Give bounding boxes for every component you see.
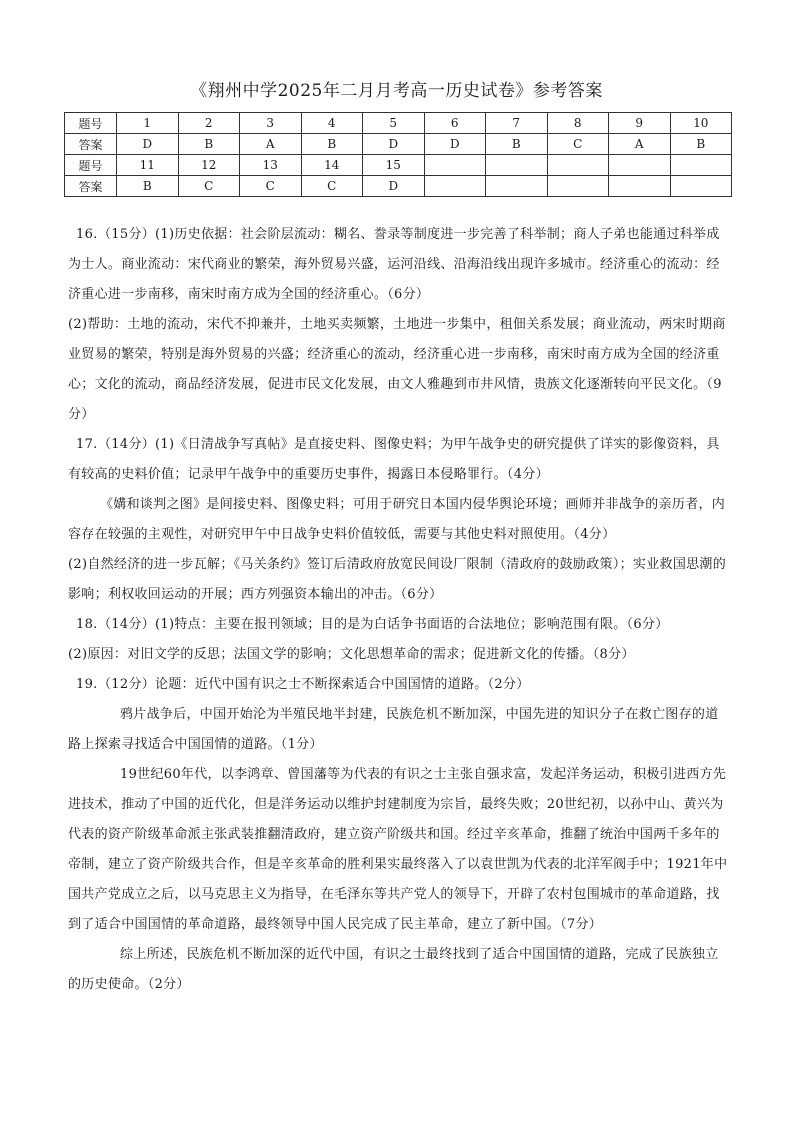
table-cell: 14 <box>301 155 363 176</box>
row-label: 答案 <box>65 134 117 155</box>
table-cell: C <box>301 176 363 197</box>
table-row <box>65 176 732 197</box>
answer-content <box>68 220 730 1000</box>
q16-part2: (2)帮助：土地的流动，宋代不抑兼并，土地买卖频繁，土地进一步集中，租佃关系发展；商业流动，两宋时期商业贸易的繁荣，特别是海外贸易的兴盛；经济重心的流动，经济重心进一步南移，南宋时南方成为全国的经济重心；文化的流动，商品经济发展，促进市民文化发展，由文人雅趣到市井风情，贵族文化逐渐转向平民文化。（9分） <box>68 317 726 422</box>
row-label: 题号 <box>65 155 117 176</box>
table-cell: 15 <box>363 155 425 176</box>
q19-thesis: 19.（12分）论题：近代中国有识之士不断探索适合中国国情的道路。（2分） <box>68 670 730 700</box>
table-cell: C <box>240 176 302 197</box>
row-label: 题号 <box>65 113 117 134</box>
table-cell: 10 <box>670 113 732 134</box>
q19-para2: 19世纪60年代，以李鸿章、曾国藩等为代表的有识之士主张自强求富，发起洋务运动，积极引进西方先进技术，推动了中国的近代化，但是洋务运动以维护封建制度为宗旨，最终失败；20世纪初，以孙中山、黄兴为代表的资产阶级革命派主张武装推翻清政府，建立资产阶级共和国。经过辛亥革命，推翻了统治中国两千多年的帝制，建立了资产阶级共合作，但是辛亥革命的胜利果实最终落入了以袁世凯为代表的北洋军阀手中；1921年中国共产党成立之后，以马克思主义为指导，在毛泽东等共产党人的领导下，开辟了农村包围城市的革命道路，找到了适合中国国情的革命道路，最终领导中国人民完成了民主革命，建立了新中国。（7分） <box>68 767 728 932</box>
table-cell: 6 <box>424 113 486 134</box>
table-cell: 7 <box>486 113 548 134</box>
table-cell <box>609 176 671 197</box>
table-cell: A <box>240 134 302 155</box>
table-cell <box>486 176 548 197</box>
table-cell: B <box>670 134 732 155</box>
table-cell: A <box>609 134 671 155</box>
q19-conclusion: 综上所述，民族危机不断加深的近代中国，有识之士最终找到了适合中国国情的道路，完成了民族独立的历史使命。（2分） <box>68 947 719 992</box>
table-cell: D <box>424 134 486 155</box>
table-cell: 4 <box>301 113 363 134</box>
question-number: 17. <box>76 437 98 452</box>
page-title: 《翔州中学2025年二月月考高一历史试卷》参考答案 <box>190 81 603 101</box>
table-cell: B <box>486 134 548 155</box>
table-cell <box>609 155 671 176</box>
table-cell: 9 <box>609 113 671 134</box>
table-cell: D <box>117 134 179 155</box>
answer-table <box>64 112 732 197</box>
table-cell <box>424 176 486 197</box>
table-row <box>65 155 732 176</box>
table-cell <box>424 155 486 176</box>
table-cell <box>547 176 609 197</box>
q18-part1: 18.（14分）(1)特点：主要在报刊领域；目的是为白话争书面语的合法地位；影响范围有限。（6分） <box>68 610 730 640</box>
table-cell: B <box>178 134 240 155</box>
q17-part1b: 《媾和谈判之图》是间接史料、图像史料；可用于研究日本国内侵华舆论环境；画师并非战争的亲历者，内容存在较强的主观性，对研究甲午中日战争史料价值较低，需要与其他史料对照使用。（4分） <box>68 497 726 542</box>
table-cell <box>547 155 609 176</box>
q16-part1: 16.（15分）(1)历史依据：社会阶层流动：糊名、誊录等制度进一步完善了科举制；商人子弟也能通过科举成为士人。商业流动：宋代商业的繁荣，海外贸易兴盛，运河沿线、沿海沿线出现许多城市。经济重心的流动：经济重心进一步南移，南宋时南方成为全国的经济重心。（6分） <box>68 220 730 310</box>
table-cell: 13 <box>240 155 302 176</box>
question-number: 18. <box>76 617 98 632</box>
table-cell <box>670 176 732 197</box>
table-cell: 8 <box>547 113 609 134</box>
table-cell: 1 <box>117 113 179 134</box>
table-row <box>65 113 732 134</box>
q18-part2: (2)原因：对旧文学的反思；法国文学的影响；文化思想革命的需求；促进新文化的传播。（8分） <box>68 647 635 662</box>
table-cell: B <box>117 176 179 197</box>
row-label: 答案 <box>65 176 117 197</box>
table-cell: 12 <box>178 155 240 176</box>
q17-part2: (2)自然经济的进一步瓦解；《马关条约》签订后清政府放宽民间设厂限制（清政府的鼓励政策）；实业救国思潮的影响；利权收回运动的开展；西方列强资本输出的冲击。（6分） <box>68 557 727 602</box>
table-cell: 11 <box>117 155 179 176</box>
table-cell: D <box>363 134 425 155</box>
question-number: 19. <box>76 677 98 692</box>
table-cell: 3 <box>240 113 302 134</box>
table-cell <box>486 155 548 176</box>
table-row <box>65 134 732 155</box>
table-cell: C <box>178 176 240 197</box>
table-cell: C <box>547 134 609 155</box>
table-cell: B <box>301 134 363 155</box>
table-cell <box>670 155 732 176</box>
table-cell: 2 <box>178 113 240 134</box>
question-number: 16. <box>76 227 98 242</box>
q19-para1: 鸦片战争后，中国开始沦为半殖民地半封建，民族危机不断加深，中国先进的知识分子在救亡图存的道路上探索寻找适合中国国情的道路。（1分） <box>68 707 719 752</box>
table-cell: 5 <box>363 113 425 134</box>
table-cell: D <box>363 176 425 197</box>
q17-part1: 17.（14分）(1)《日清战争写真帖》是直接史料、图像史料；为甲午战争史的研究提供了详实的影像资料，具有较高的史料价值；记录甲午战争中的重要历史事件，揭露日本侵略罪行。（4分） <box>68 430 730 490</box>
